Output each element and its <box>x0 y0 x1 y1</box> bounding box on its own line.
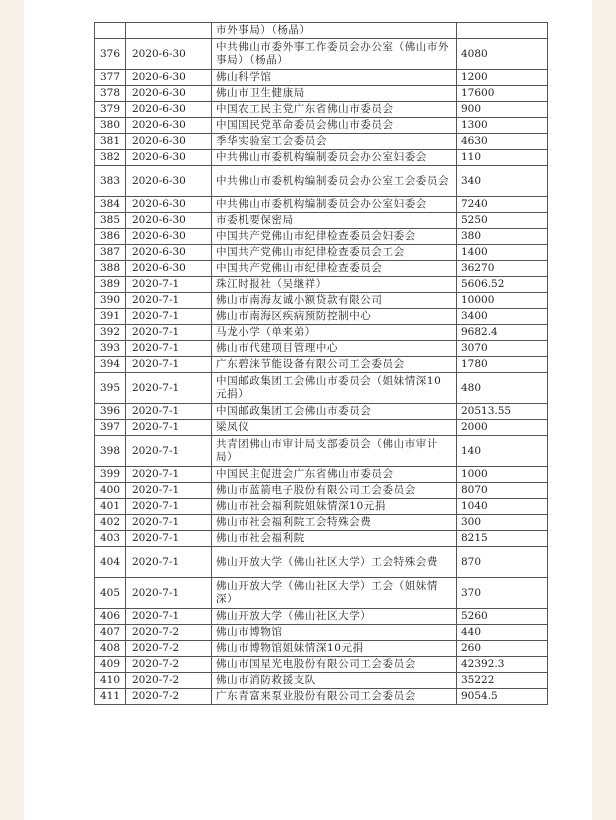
cell-date: 2020-7-1 <box>126 309 212 325</box>
cell-unit: 中国国民党革命委员会佛山市委员会 <box>212 118 457 134</box>
cell-date: 2020-7-1 <box>126 357 212 373</box>
table-row <box>95 277 548 293</box>
cell-no: 405 <box>95 578 126 609</box>
table-row <box>95 547 548 578</box>
cell-amount: 7240 <box>457 197 548 213</box>
cell-amount: 17600 <box>457 86 548 102</box>
cell-no <box>95 23 126 39</box>
table-row <box>95 467 548 483</box>
cell-amount: 1400 <box>457 245 548 261</box>
cell-date: 2020-7-1 <box>126 467 212 483</box>
table-row <box>95 86 548 102</box>
cell-unit: 佛山市社会福利院工会特殊会费 <box>212 515 457 531</box>
table-row <box>95 39 548 70</box>
cell-date: 2020-6-30 <box>126 197 212 213</box>
table-row <box>95 515 548 531</box>
cell-no: 384 <box>95 197 126 213</box>
cell-no: 376 <box>95 39 126 70</box>
cell-amount: 20513.55 <box>457 404 548 420</box>
cell-unit: 中国农工民主党广东省佛山市委员会 <box>212 102 457 118</box>
cell-no: 399 <box>95 467 126 483</box>
cell-date: 2020-6-30 <box>126 70 212 86</box>
cell-date: 2020-6-30 <box>126 134 212 150</box>
table-row <box>95 118 548 134</box>
cell-amount: 5250 <box>457 213 548 229</box>
cell-unit: 佛山市卫生健康局 <box>212 86 457 102</box>
cell-no: 400 <box>95 483 126 499</box>
cell-amount: 8215 <box>457 531 548 547</box>
cell-no: 387 <box>95 245 126 261</box>
cell-no: 402 <box>95 515 126 531</box>
cell-unit: 珠江时报社（吴继祥） <box>212 277 457 293</box>
table-row <box>95 404 548 420</box>
cell-no: 377 <box>95 70 126 86</box>
table-row <box>95 309 548 325</box>
cell-unit: 马龙小学（单来弟） <box>212 325 457 341</box>
cell-date: 2020-7-1 <box>126 547 212 578</box>
cell-amount: 9054.5 <box>457 689 548 705</box>
table-row <box>95 134 548 150</box>
cell-no: 409 <box>95 657 126 673</box>
cell-unit: 佛山市南海友诚小额贷款有限公司 <box>212 293 457 309</box>
table-row <box>95 70 548 86</box>
cell-amount: 1780 <box>457 357 548 373</box>
cell-date: 2020-7-2 <box>126 689 212 705</box>
cell-unit: 中共佛山市委机构编制委员会办公室妇委会 <box>212 197 457 213</box>
cell-no: 394 <box>95 357 126 373</box>
cell-date: 2020-7-2 <box>126 657 212 673</box>
cell-date: 2020-7-1 <box>126 325 212 341</box>
table-row <box>95 166 548 197</box>
cell-amount: 1000 <box>457 467 548 483</box>
cell-unit: 中共佛山市委外事工作委员会办公室（佛山市外事局）（杨晶） <box>212 39 457 70</box>
cell-no: 407 <box>95 625 126 641</box>
cell-unit: 佛山开放大学（佛山社区大学）工会（姐妹情深） <box>212 578 457 609</box>
cell-unit: 佛山开放大学（佛山社区大学）工会特殊会费 <box>212 547 457 578</box>
cell-amount: 3400 <box>457 309 548 325</box>
cell-no: 388 <box>95 261 126 277</box>
table-row <box>95 609 548 625</box>
cell-amount: 340 <box>457 166 548 197</box>
cell-unit: 佛山开放大学（佛山社区大学） <box>212 609 457 625</box>
cell-no: 393 <box>95 341 126 357</box>
cell-amount: 480 <box>457 373 548 404</box>
cell-amount: 380 <box>457 229 548 245</box>
cell-unit: 中共佛山市委机构编制委员会办公室妇委会 <box>212 150 457 166</box>
cell-unit: 市委机要保密局 <box>212 213 457 229</box>
cell-unit: 佛山市蓝箭电子股份有限公司工会委员会 <box>212 483 457 499</box>
cell-date: 2020-7-1 <box>126 609 212 625</box>
table-row <box>95 197 548 213</box>
table-row-continuation <box>95 23 548 39</box>
table-row <box>95 102 548 118</box>
cell-no: 392 <box>95 325 126 341</box>
cell-amount: 5260 <box>457 609 548 625</box>
cell-unit: 中国邮政集团工会佛山市委员会 <box>212 404 457 420</box>
cell-amount: 3070 <box>457 341 548 357</box>
table-row <box>95 531 548 547</box>
cell-date: 2020-7-1 <box>126 499 212 515</box>
cell-unit: 广东青富来泵业股份有限公司工会委员会 <box>212 689 457 705</box>
table-row <box>95 293 548 309</box>
cell-date: 2020-6-30 <box>126 39 212 70</box>
cell-unit: 中国共产党佛山市纪律检查委员会妇委会 <box>212 229 457 245</box>
cell-amount: 4630 <box>457 134 548 150</box>
table-row <box>95 578 548 609</box>
cell-amount: 2000 <box>457 420 548 436</box>
cell-amount: 1200 <box>457 70 548 86</box>
cell-unit: 佛山科学馆 <box>212 70 457 86</box>
table-row <box>95 420 548 436</box>
table-row <box>95 357 548 373</box>
cell-unit: 广东碧涞节能设备有限公司工会委员会 <box>212 357 457 373</box>
cell-date <box>126 23 212 39</box>
cell-unit: 佛山市社会福利院 <box>212 531 457 547</box>
cell-date: 2020-6-30 <box>126 229 212 245</box>
table-row <box>95 689 548 705</box>
cell-date: 2020-7-2 <box>126 673 212 689</box>
cell-no: 398 <box>95 436 126 467</box>
cell-no: 410 <box>95 673 126 689</box>
document-page <box>24 0 592 820</box>
cell-date: 2020-7-1 <box>126 420 212 436</box>
cell-amount: 1040 <box>457 499 548 515</box>
cell-amount: 900 <box>457 102 548 118</box>
cell-amount: 5606.52 <box>457 277 548 293</box>
cell-amount: 300 <box>457 515 548 531</box>
cell-date: 2020-7-1 <box>126 515 212 531</box>
cell-amount: 1300 <box>457 118 548 134</box>
cell-no: 408 <box>95 641 126 657</box>
cell-unit: 共青团佛山市审计局支部委员会（佛山市审计局） <box>212 436 457 467</box>
cell-date: 2020-7-1 <box>126 341 212 357</box>
cell-date: 2020-6-30 <box>126 166 212 197</box>
cell-no: 386 <box>95 229 126 245</box>
cell-unit: 市外事局）（杨晶） <box>212 23 457 39</box>
table-row <box>95 499 548 515</box>
cell-no: 378 <box>95 86 126 102</box>
cell-unit: 中共佛山市委机构编制委员会办公室工会委员会 <box>212 166 457 197</box>
cell-unit: 梁凤仪 <box>212 420 457 436</box>
table-row <box>95 229 548 245</box>
cell-date: 2020-7-1 <box>126 436 212 467</box>
cell-amount: 110 <box>457 150 548 166</box>
cell-amount: 870 <box>457 547 548 578</box>
cell-amount: 440 <box>457 625 548 641</box>
cell-no: 389 <box>95 277 126 293</box>
cell-unit: 中国共产党佛山市纪律检查委员会工会 <box>212 245 457 261</box>
cell-no: 403 <box>95 531 126 547</box>
cell-no: 411 <box>95 689 126 705</box>
cell-unit: 佛山市南海区疾病预防控制中心 <box>212 309 457 325</box>
cell-no: 391 <box>95 309 126 325</box>
cell-unit: 中国民主促进会广东省佛山市委员会 <box>212 467 457 483</box>
cell-date: 2020-7-2 <box>126 625 212 641</box>
cell-no: 385 <box>95 213 126 229</box>
cell-no: 397 <box>95 420 126 436</box>
table-row <box>95 213 548 229</box>
cell-no: 380 <box>95 118 126 134</box>
cell-no: 404 <box>95 547 126 578</box>
cell-unit: 佛山市国星光电股份有限公司工会委员会 <box>212 657 457 673</box>
cell-unit: 季华实验室工会委员会 <box>212 134 457 150</box>
table-row <box>95 373 548 404</box>
cell-amount: 10000 <box>457 293 548 309</box>
table-row <box>95 641 548 657</box>
table-row <box>95 150 548 166</box>
cell-date: 2020-7-1 <box>126 578 212 609</box>
table-row <box>95 261 548 277</box>
cell-no: 406 <box>95 609 126 625</box>
cell-unit: 佛山市博物馆 <box>212 625 457 641</box>
cell-unit: 中国邮政集团工会佛山市委员会（姐妹情深10元捐） <box>212 373 457 404</box>
table-row <box>95 436 548 467</box>
cell-unit: 佛山市社会福利院姐妹情深10元捐 <box>212 499 457 515</box>
table-row <box>95 657 548 673</box>
cell-unit: 佛山市博物馆姐妹情深10元捐 <box>212 641 457 657</box>
cell-amount: 260 <box>457 641 548 657</box>
cell-amount: 35222 <box>457 673 548 689</box>
cell-no: 382 <box>95 150 126 166</box>
cell-date: 2020-6-30 <box>126 102 212 118</box>
cell-date: 2020-7-2 <box>126 641 212 657</box>
cell-date: 2020-6-30 <box>126 213 212 229</box>
cell-date: 2020-6-30 <box>126 261 212 277</box>
donation-table <box>94 22 548 705</box>
cell-date: 2020-7-1 <box>126 531 212 547</box>
cell-no: 396 <box>95 404 126 420</box>
table-body <box>95 23 548 705</box>
table-row <box>95 325 548 341</box>
cell-no: 395 <box>95 373 126 404</box>
cell-no: 379 <box>95 102 126 118</box>
cell-amount: 370 <box>457 578 548 609</box>
cell-date: 2020-6-30 <box>126 150 212 166</box>
table-row <box>95 673 548 689</box>
cell-date: 2020-6-30 <box>126 86 212 102</box>
cell-date: 2020-6-30 <box>126 245 212 261</box>
table-row <box>95 245 548 261</box>
cell-unit: 佛山市代建项目管理中心 <box>212 341 457 357</box>
cell-amount: 140 <box>457 436 548 467</box>
cell-date: 2020-7-1 <box>126 277 212 293</box>
cell-amount: 9682.4 <box>457 325 548 341</box>
table-row <box>95 625 548 641</box>
cell-amount: 42392.3 <box>457 657 548 673</box>
cell-date: 2020-6-30 <box>126 118 212 134</box>
cell-unit: 中国共产党佛山市纪律检查委员会 <box>212 261 457 277</box>
cell-date: 2020-7-1 <box>126 373 212 404</box>
cell-amount <box>457 23 548 39</box>
cell-amount: 8070 <box>457 483 548 499</box>
cell-amount: 36270 <box>457 261 548 277</box>
cell-date: 2020-7-1 <box>126 483 212 499</box>
cell-no: 401 <box>95 499 126 515</box>
cell-no: 390 <box>95 293 126 309</box>
cell-date: 2020-7-1 <box>126 293 212 309</box>
cell-no: 383 <box>95 166 126 197</box>
cell-date: 2020-7-1 <box>126 404 212 420</box>
cell-no: 381 <box>95 134 126 150</box>
cell-unit: 佛山市消防救援支队 <box>212 673 457 689</box>
cell-amount: 4080 <box>457 39 548 70</box>
table-row <box>95 341 548 357</box>
table-row <box>95 483 548 499</box>
